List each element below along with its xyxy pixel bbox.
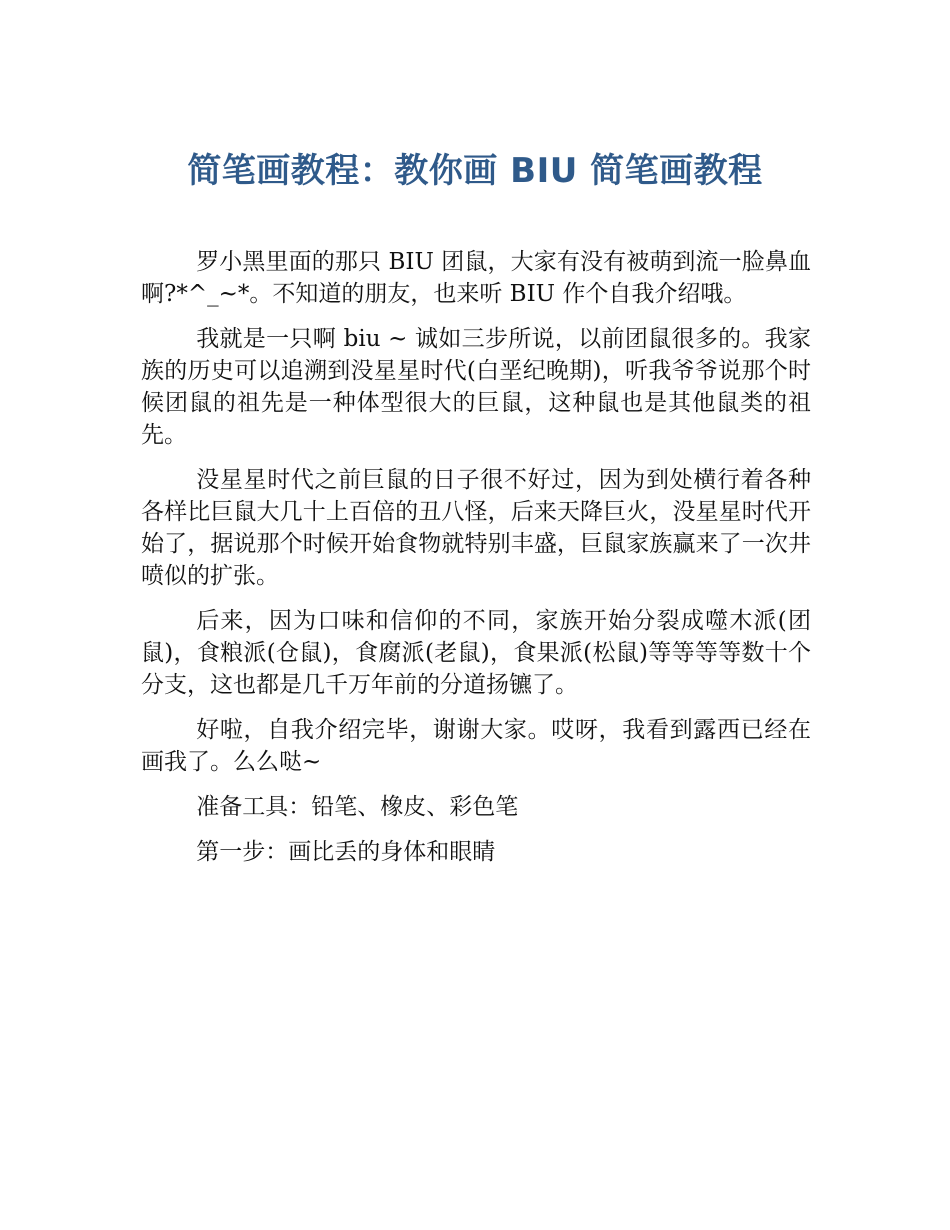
paragraph-intro: 罗小黑里面的那只 BIU 团鼠，大家有没有被萌到流一脸鼻血啊?*^_~*。不知道的朋友，也来听 BIU 作个自我介绍哦。 — [141, 249, 811, 307]
paragraph-family-history: 我就是一只啊 biu ~ 诚如三步所说，以前团鼠很多的。我家族的历史可以追溯到没星星时代(白垩纪晚期)，听我爷爷说那个时候团鼠的祖先是一种体型很大的巨鼠，这种鼠也是其他鼠类的祖先。 — [141, 326, 811, 448]
document-title: 简笔画教程：教你画 BIU 简笔画教程 — [187, 151, 763, 191]
document-body — [141, 246, 811, 881]
paragraph-tools: 准备工具：铅笔、橡皮、彩色笔 — [196, 794, 519, 820]
paragraph-family-split: 后来，因为口味和信仰的不同，家族开始分裂成噬木派(团鼠)，食粮派(仓鼠)，食腐派(老鼠)，食果派(松鼠)等等等等数十个分支，这也都是几千万年前的分道扬镳了。 — [141, 608, 811, 698]
paragraph-step-one: 第一步：画比丢的身体和眼睛 — [196, 839, 496, 865]
paragraph-giant-rat-era: 没星星时代之前巨鼠的日子很不好过，因为到处横行着各种各样比巨鼠大几十上百倍的丑八怪，后来天降巨火，没星星时代开始了，据说那个时候开始食物就特别丰盛，巨鼠家族赢来了一次井喷似的扩张。 — [141, 467, 811, 589]
paragraph-closing: 好啦，自我介绍完毕，谢谢大家。哎呀，我看到露西已经在画我了。么么哒~ — [141, 717, 811, 775]
